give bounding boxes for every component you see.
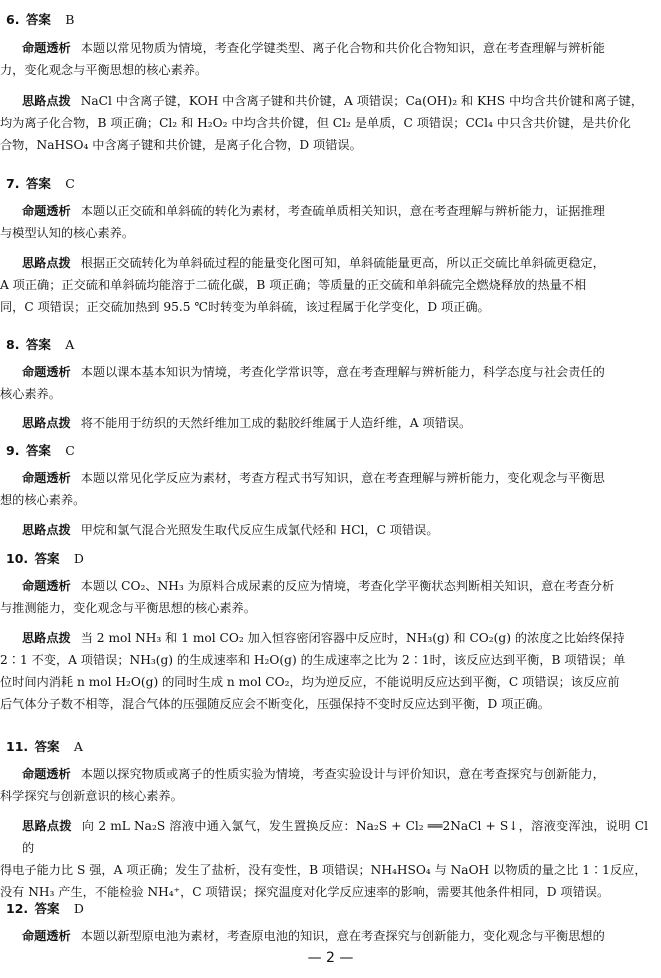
question-7-header: 7. 答案 C <box>6 176 75 191</box>
toushi-label: 命题透析 <box>22 41 71 55</box>
question-11-toushi: 命题透析 本题以探究物质或离子的性质实验为情境，考查实验设计与评价知识，意在考查探究与创新能力， 科学探究与创新意识的核心素养。 <box>0 767 605 803</box>
question-6-dianbo: 思路点拨 NaCl 中含离子键，KOH 中含离子键和共价键，A 项错误；Ca(OH)₂ 和 KHS 中均含共价键和离子键， 均为离子化合物，B 项正确；Cl₂ 和 H₂O₂ 中均含共价键，但 Cl₂ 是单质，C 项错误；CCl₄ 中只含共价键，是共价化 合物，NaHSO₄ 中含离子键和共价键，是离子化合物，D 项错误。 <box>0 94 644 152</box>
question-7-toushi: 命题透析 本题以正交硫和单斜硫的转化为素材，考查硫单质相关知识，意在考查理解与辨析能力，证据推理 与模型认知的核心素养。 <box>0 204 605 240</box>
question-8-header: 8. 答案 A <box>6 337 75 352</box>
question-11-dianbo: 思路点拨 向 2 mL Na₂S 溶液中通入氯气，发生置换反应：Na₂S + Cl₂ ══2NaCl + S↓，溶液变浑浊，说明 Cl 的 得电子能力比 S 强，A 项正确；发生了盐析，没有变性，B 项错误；NH₄HSO₄ 与 NaOH 以物质的量之比 1∶1反应， 没有 NH₃ 产生，不能检验 NH₄⁺，C 项错误；探究温度对化学反应速率的影响，需要其他条件相同，D 项错误。 <box>0 819 649 899</box>
answer-label: 答案 <box>25 12 51 27</box>
question-10-header: 10. 答案 D <box>6 551 84 566</box>
question-11-header: 11. 答案 A <box>6 739 83 754</box>
page-number: — 2 — <box>307 950 354 966</box>
question-9-dianbo: 思路点拨 甲烷和氯气混合光照发生取代反应生成氯代烃和 HCl，C 项错误。 <box>22 523 439 537</box>
question-9-header: 9. 答案 C <box>6 443 75 458</box>
question-6-toushi: 命题透析 本题以常见物质为情境，考查化学键类型、离子化合物和共价化合物知识，意在考查理解与辨析能 力，变化观念与平衡思想的核心素养。 <box>0 41 605 77</box>
question-6-header <box>6 10 74 28</box>
question-9-toushi: 命题透析 本题以常见化学反应为素材，考查方程式书写知识，意在考查理解与辨析能力，变化观念与平衡思 想的核心素养。 <box>0 471 605 507</box>
question-10-toushi: 命题透析 本题以 CO₂、NH₃ 为原料合成尿素的反应为情境，考查化学平衡状态判断相关知识，意在考查分析 与推测能力，变化观念与平衡思想的核心素养。 <box>0 579 615 615</box>
answer-letter: B <box>65 12 75 27</box>
question-12-toushi: 命题透析 本题以新型原电池为素材，考查原电池的知识，意在考查探究与创新能力，变化观念与平衡思想的 <box>22 929 605 943</box>
question-10-dianbo: 思路点拨 当 2 mol NH₃ 和 1 mol CO₂ 加入恒容密闭容器中反应时，NH₃(g) 和 CO₂(g) 的浓度之比始终保持 2∶1 不变，A 项错误；NH₃(g) 的生成速率和 H₂O(g) 的生成速率之比为 2∶1时，该反应达到平衡，B 项错误；单 位时间内消耗 n mol H₂O(g) 的同时生成 n mol CO₂，均为逆反应，不能说明反应达到平衡，C 项错误；该反应前 后气体分子数不相等，混合气体的压强随反应会不断变化，压强保持不变时反应达到平衡，D 项正确。 <box>0 631 626 711</box>
question-number: 6. <box>6 12 20 27</box>
question-8-toushi: 命题透析 本题以课本基本知识为情境，考查化学常识等，意在考查理解与辨析能力，科学态度与社会责任的 核心素养。 <box>0 365 605 401</box>
question-8-dianbo: 思路点拨 将不能用于纺织的天然纤维加工成的黏胶纤维属于人造纤维，A 项错误。 <box>22 416 472 430</box>
question-7-dianbo: 思路点拨 根据正交硫转化为单斜硫过程的能量变化图可知，单斜硫能量更高，所以正交硫比单斜硫更稳定， A 项正确；正交硫和单斜硫均能溶于二硫化碳，B 项正确；等质量的正交硫和单斜硫完全燃烧释放的热量不相 同，C 项错误；正交硫加热到 95.5 ℃时转变为单斜硫，该过程属于化学变化，D 项正确。 <box>0 256 605 314</box>
question-12-header: 12. 答案 D <box>6 901 84 916</box>
dianbo-label: 思路点拨 <box>22 94 71 108</box>
